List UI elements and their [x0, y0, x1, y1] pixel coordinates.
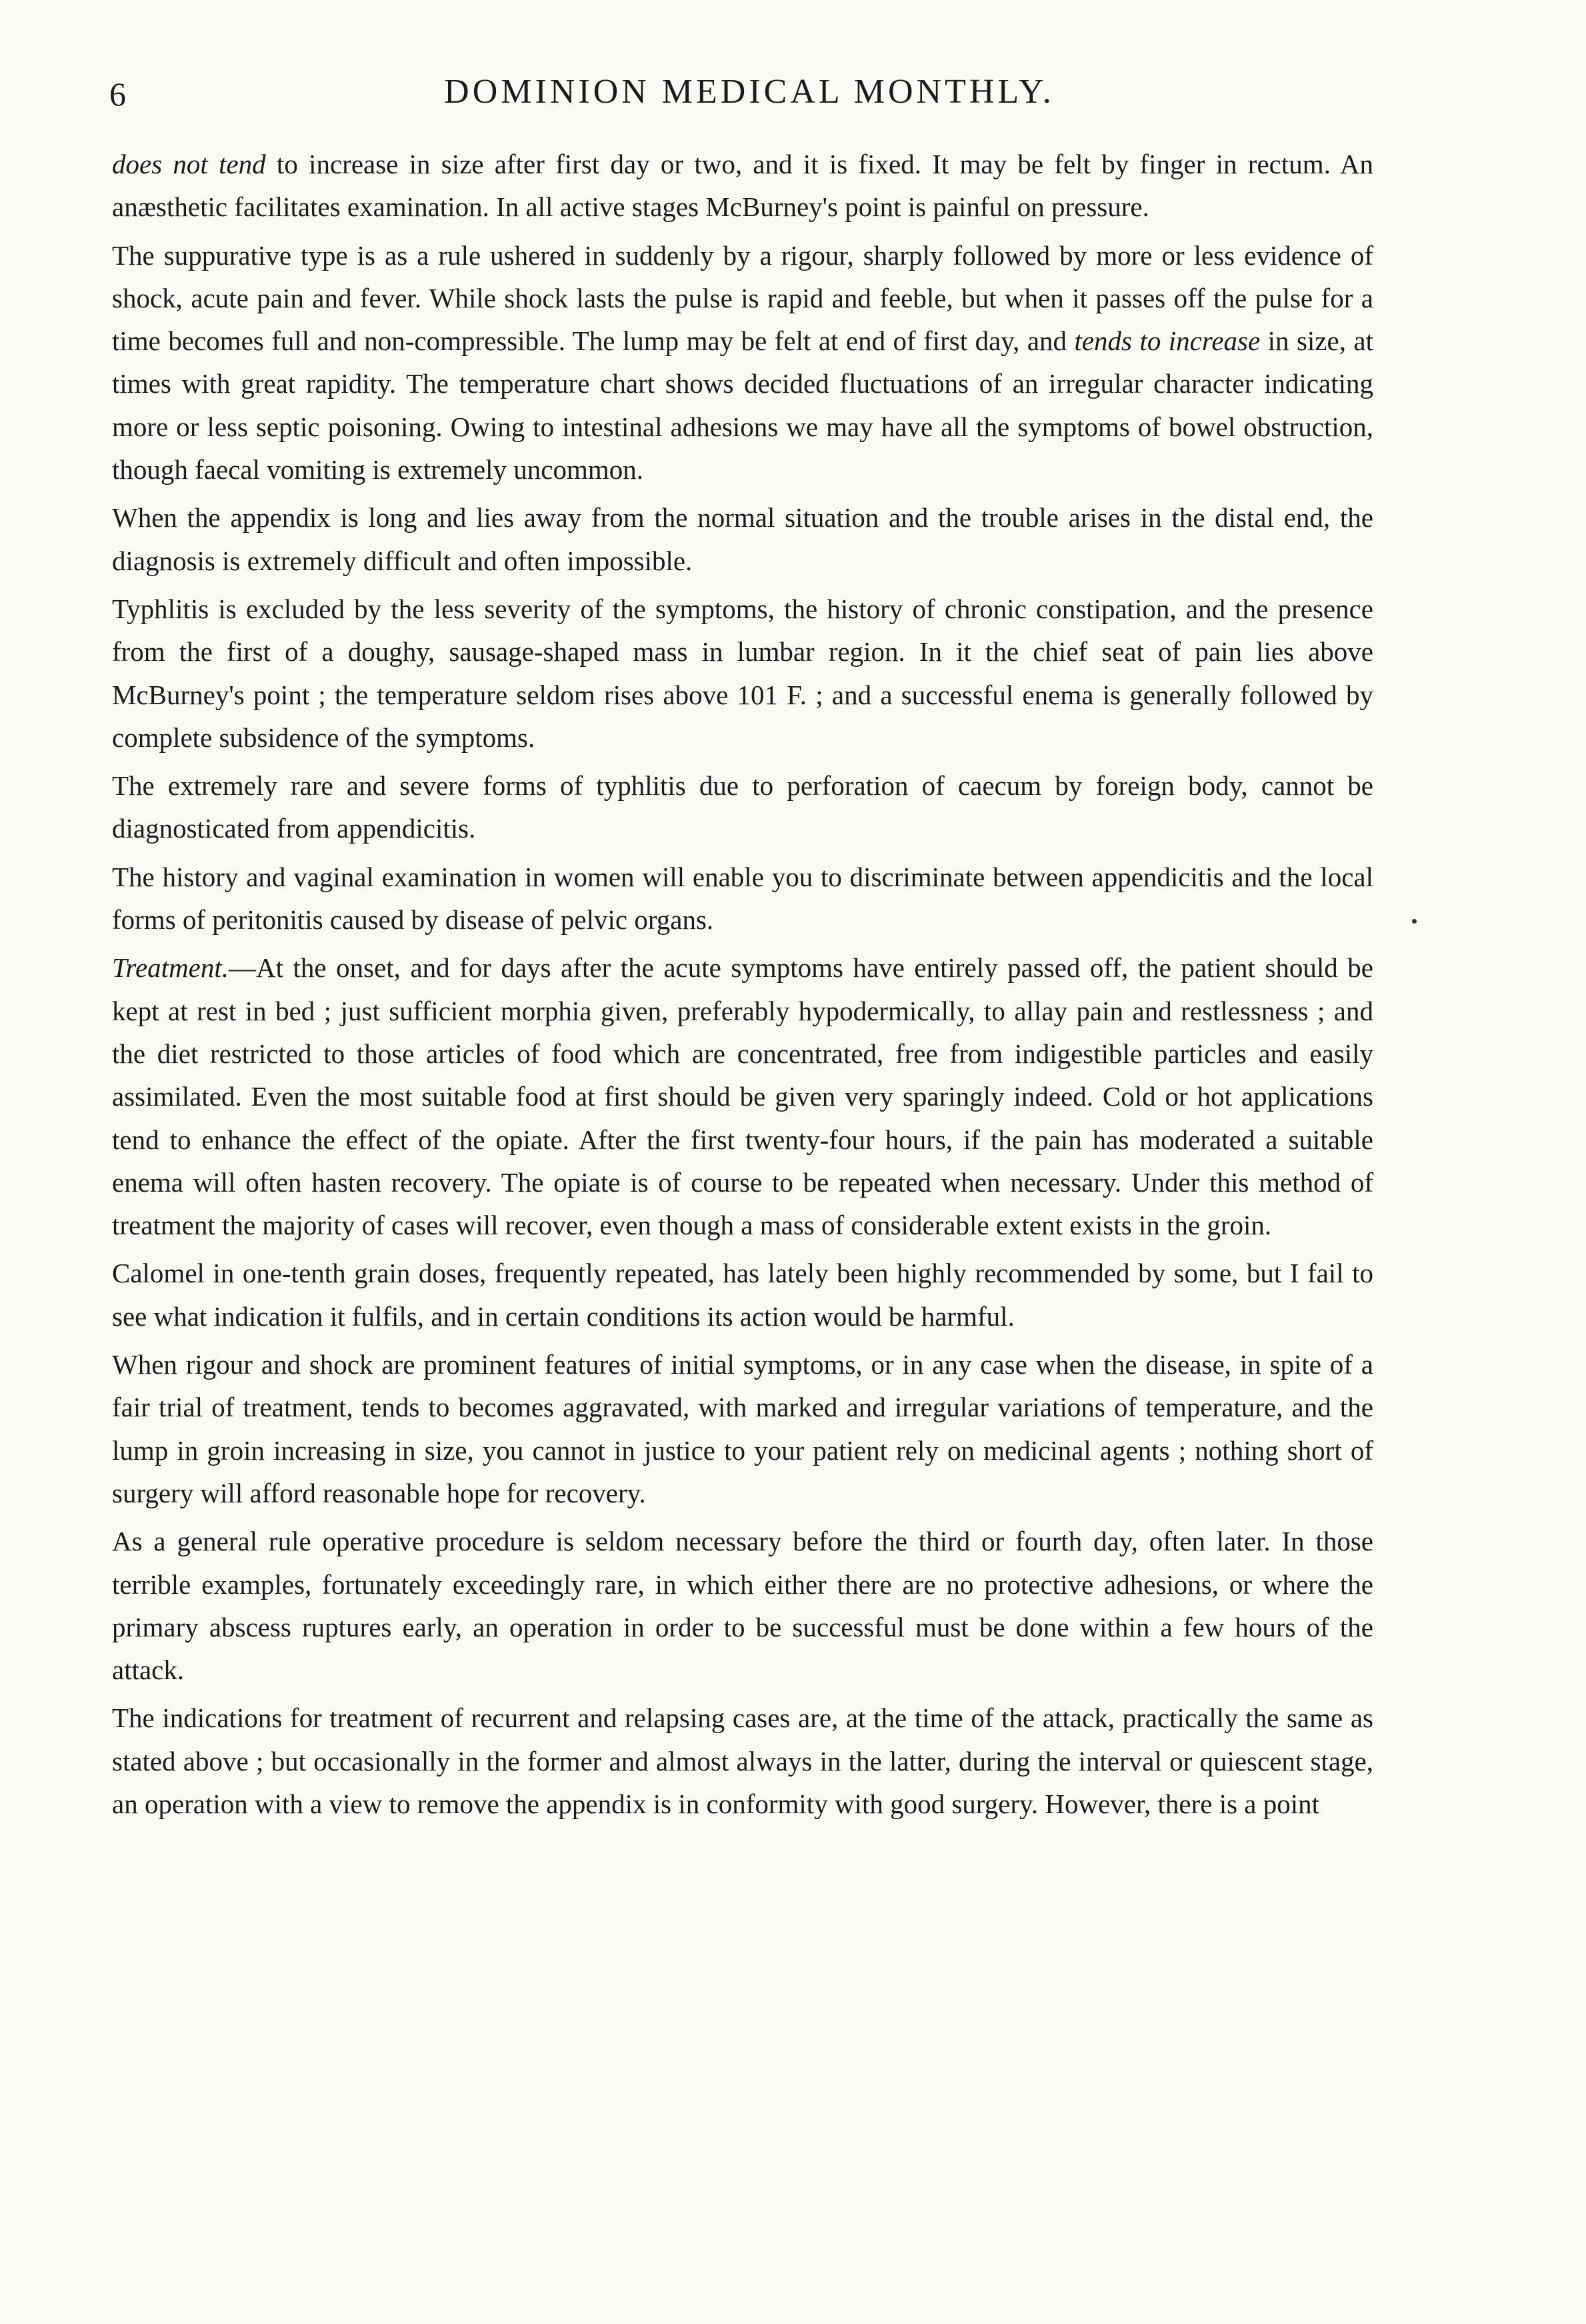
- paragraph-text-continued: in size, at times with great rapidity. The temperature chart shows decided fluctuations of an irregular character indicating more or less septic poisoning. Owing to intestinal adhesions we may have all the symptoms of bowel obstruction, though faecal vomiting is extremely uncommon.: [112, 325, 1373, 485]
- paragraph-text: —At the onset, and for days after the acute symptoms have entirely passed off, the patient should be kept at rest in bed ; just sufficient morphia given, preferably hypodermically, to allay pain and restlessness ; and the diet restricted to those articles of food which are concentrated, free from indigestible particles and easily assimilated. Even the most suitable food at first should be given very sparingly indeed. Cold or hot applications tend to enhance the effect of the opiate. After the first twenty-four hours, if the pain has moderated a suitable enema will often hasten recovery. The opiate is of course to be repeated when necessary. Under this method of treatment the majority of cases will recover, even though a mass of considerable extent exists in the groin.: [112, 952, 1373, 1241]
- paragraph-11: [112, 1696, 1373, 1825]
- paragraph-6: [112, 856, 1373, 942]
- paragraph-text: Calomel in one-tenth grain doses, frequently repeated, has lately been highly recommended by some, but I fail to see what indication it fulfils, and in certain conditions its action would be harmful.: [112, 1258, 1373, 1332]
- article-body: [112, 143, 1373, 1825]
- paragraph-text: to increase in size after first day or two, and it is fixed. It may be felt by finger in rectum. An anæsthetic facilitates examination. In all active stages McBurney's point is painful on pressure.: [112, 149, 1373, 223]
- paragraph-8: [112, 1252, 1373, 1338]
- paragraph-text: The suppurative type is as a rule ushered in suddenly by a rigour, sharply followed by more or less evidence of shock, acute pain and fever. While shock lasts the pulse is rapid and feeble, but when it passes off the pulse for a time becomes full and non-compressible. The lump may be felt at end of first day, and: [112, 239, 1373, 357]
- paragraph-text: When rigour and shock are prominent features of initial symptoms, or in any case when the disease, in spite of a fair trial of treatment, tends to becomes aggravated, with marked and irregular variations of temperature, and the lump in groin increasing in size, you cannot in justice to your patient rely on medicinal agents ; nothing short of surgery will afford reasonable hope for recovery.: [112, 1349, 1373, 1508]
- paragraph-text: The indications for treatment of recurrent and relapsing cases are, at the time of the attack, practically the same as stated above ; but occasionally in the former and almost always in the latter, during the interval or quiescent stage, an operation with a view to remove the appendix is in conformity with good surgery. However, there is a point: [112, 1702, 1373, 1819]
- paragraph-4: [112, 588, 1373, 759]
- paragraph-10: [112, 1520, 1373, 1691]
- running-head: [109, 72, 1373, 136]
- paragraph-3: [112, 496, 1373, 582]
- paragraph-5: [112, 764, 1373, 850]
- paragraph-9: [112, 1343, 1373, 1514]
- paragraph-text: The history and vaginal examination in women will enable you to discriminate between appendicitis and the local forms of peritonitis caused by disease of pelvic organs.: [112, 861, 1373, 936]
- paragraph-text: Typhlitis is excluded by the less severity of the symptoms, the history of chronic constipation, and the presence from the first of a doughy, sausage-shaped mass in lumbar region. In it the chief seat of pain lies above McBurney's point ; the temperature seldom rises above 101 F. ; and a successful enema is generally followed by complete subsidence of the symptoms.: [112, 593, 1373, 753]
- italic-phrase: tends to increase: [1074, 325, 1261, 357]
- journal-title: DOMINION MEDICAL MONTHLY.: [444, 73, 1055, 111]
- section-heading-treatment: Treatment.: [112, 952, 229, 984]
- paragraph-text: The extremely rare and severe forms of typhlitis due to perforation of caecum by foreign body, cannot be diagnosticated from appendicitis.: [112, 770, 1373, 844]
- paragraph-text: As a general rule operative procedure is seldom necessary before the third or fourth day, often later. In those terrible examples, fortunately exceedingly rare, in which either there are no protective adhesions, or where the primary abscess ruptures early, an operation in order to be successful must be done within a few hours of the attack.: [112, 1526, 1373, 1686]
- paragraph-2: [112, 234, 1373, 491]
- paragraph-treatment: [112, 946, 1373, 1246]
- page-number: 6: [109, 75, 126, 113]
- paragraph-text: When the appendix is long and lies away from the normal situation and the trouble arises in the distal end, the diagnosis is extremely difficult and often impossible.: [112, 502, 1373, 576]
- paragraph-1: [112, 143, 1373, 229]
- margin-speck: [1412, 919, 1417, 924]
- document-page: [109, 72, 1373, 1831]
- italic-phrase: does not tend: [112, 149, 266, 179]
